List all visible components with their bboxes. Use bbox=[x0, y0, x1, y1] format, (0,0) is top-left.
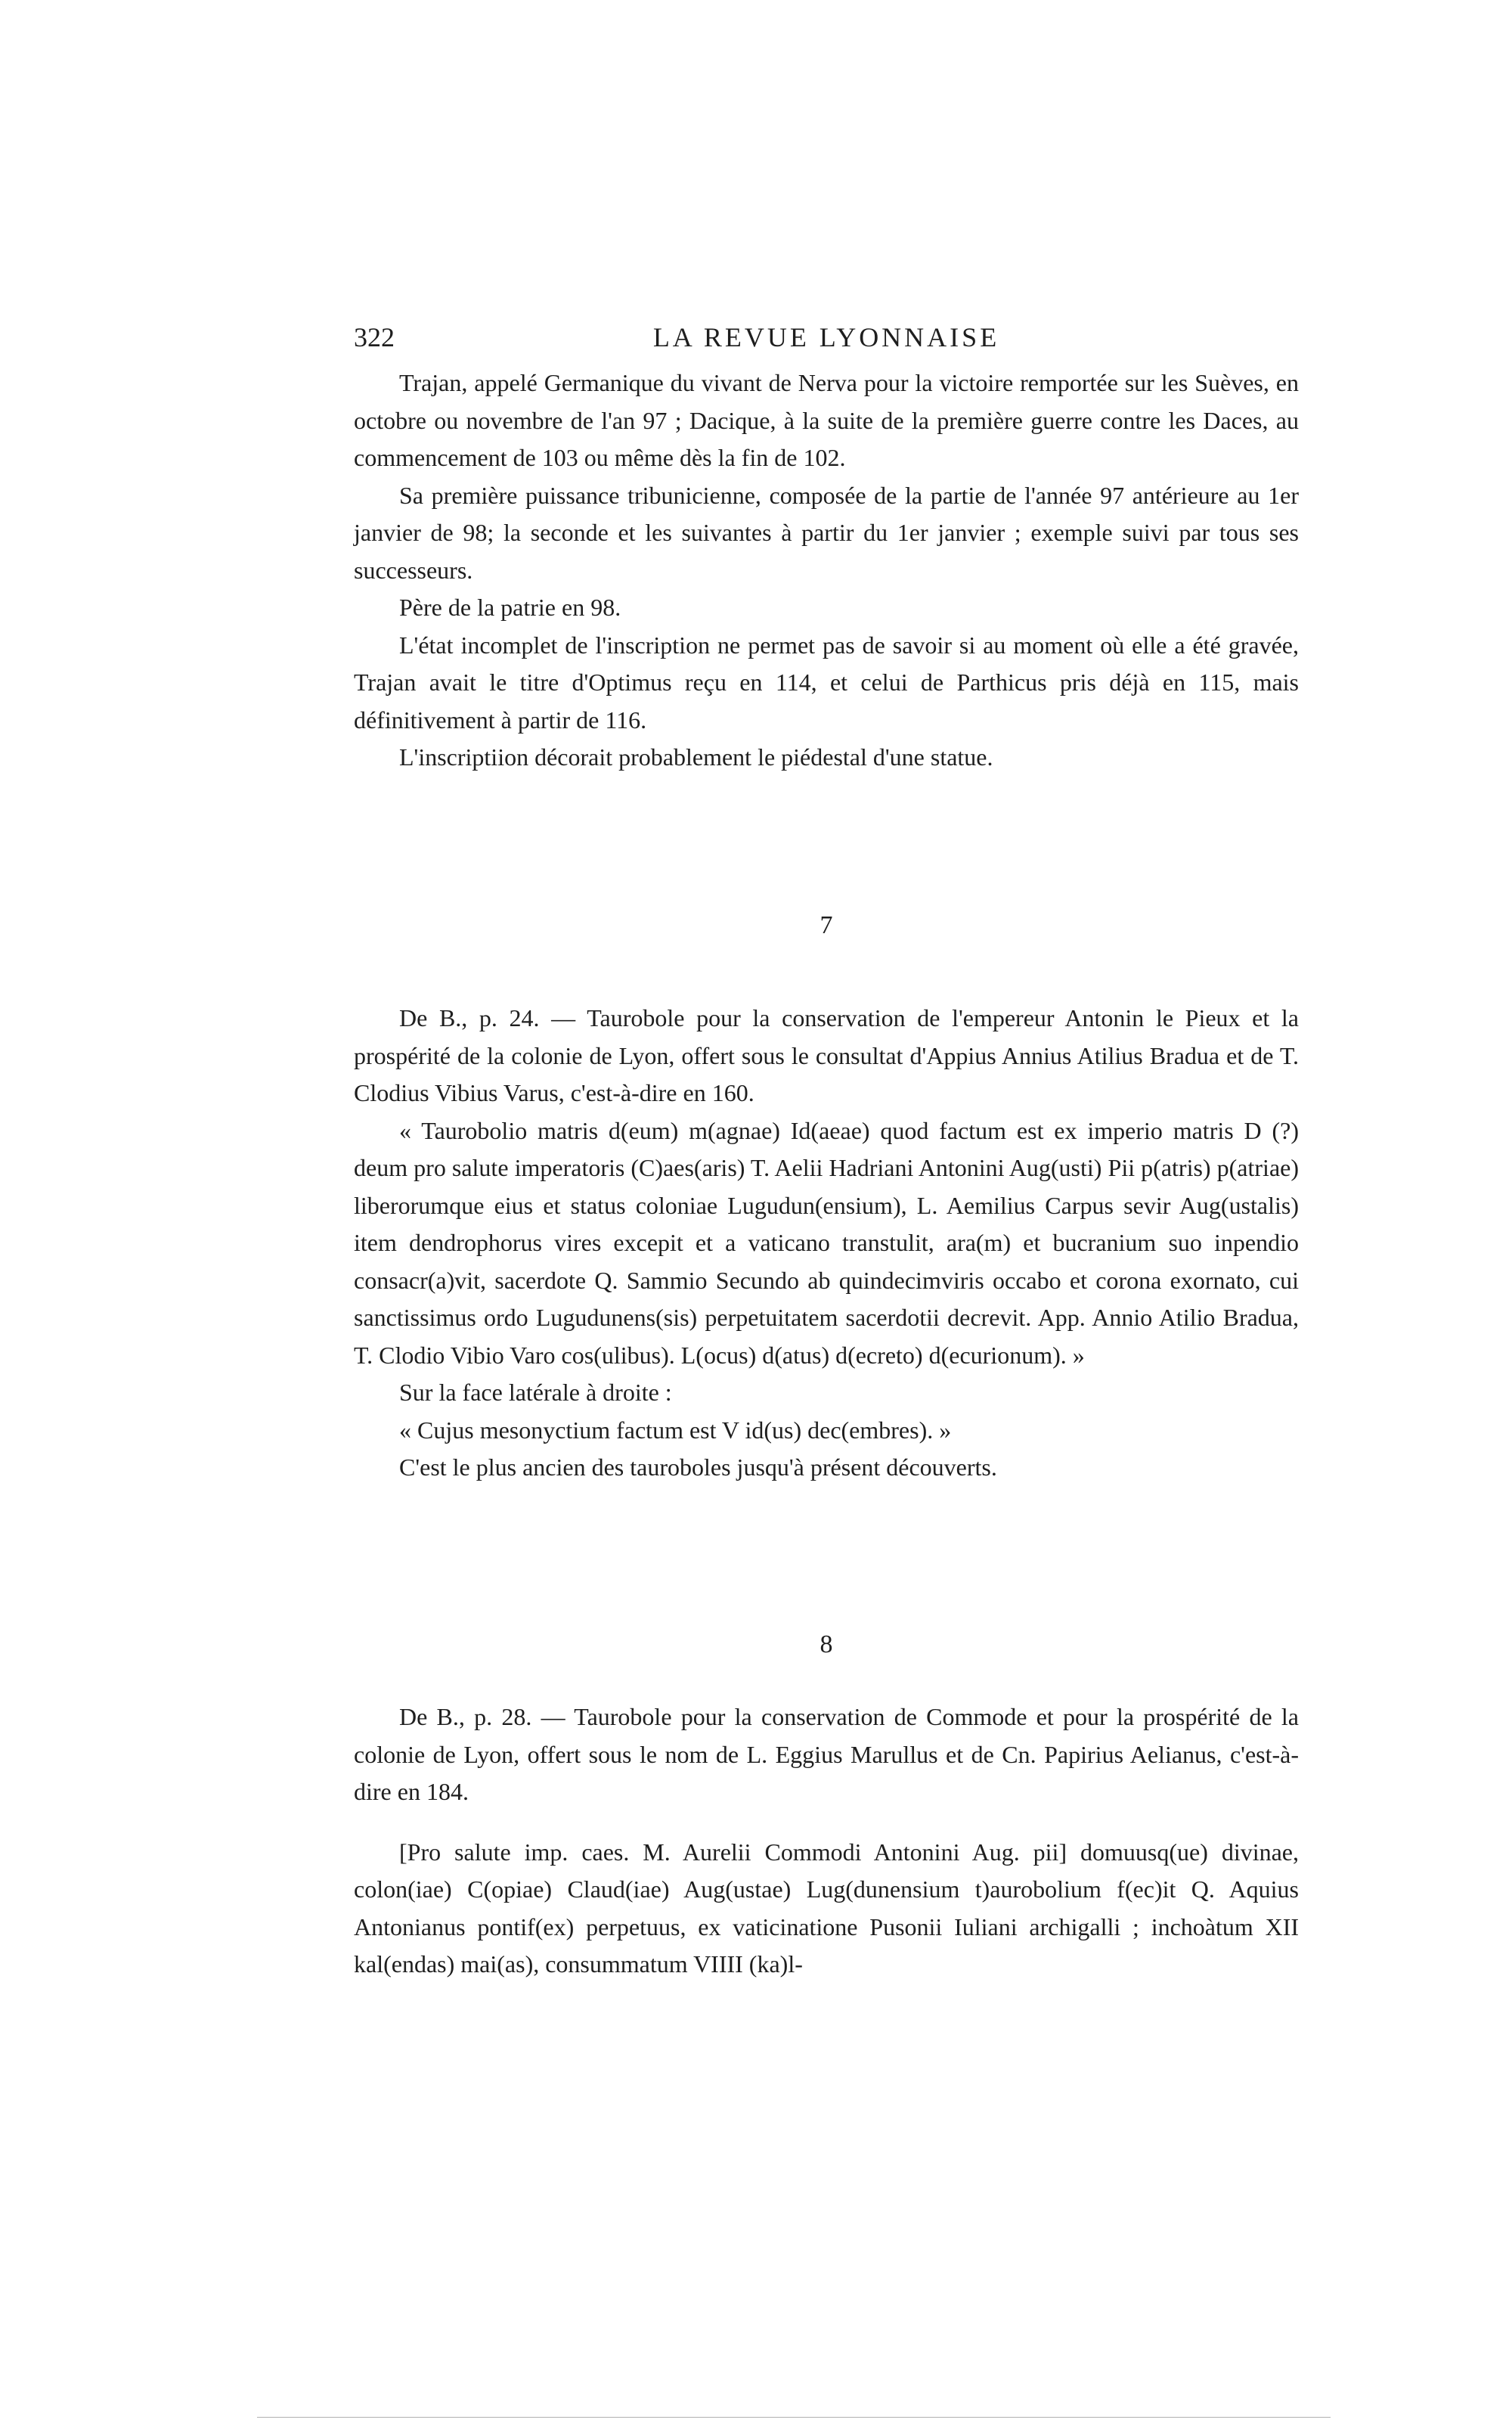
section-number-8: 8 bbox=[820, 1630, 833, 1658]
inscription-text: « Taurobolio matris d(eum) m(agnae) Id(aeae) quod factum est ex imperio matris D (?) deum pro salute imperatoris (C)aes(aris) T. Aelii Hadriani Antonini Aug(usti) Pii p(atris) p(atriae) liberorumque eius et status coloniae Lugudun(ensium), L. Aemilius Carpus sevir Aug(ustalis) item dendrophorus vires excepit et a vaticano transtulit, ara(m) et bucranium suo inpendio consacr(a)vit, sacerdote Q. Sammio Secundo ab quindecimviris occabo et corona exornato, cui sanctissimus ordo Lugudunens(sis) perpetuitatem sacerdotii decrevit. App. Annio Atilio Bradua, T. Clodio Vibio Varo cos(ulibus). L(ocus) d(atus) d(ecreto) d(ecurionum). » bbox=[354, 1116, 1299, 1369]
inscription-text: « Cujus mesonyctium factum est V id(us) dec(embres). » bbox=[399, 1416, 952, 1444]
paragraph: Trajan, appelé Germanique du vivant de Nerva pour la victoire remportée sur les Suèves, en octobre ou novembre de l'an 97 ; Dacique, à la suite de la première guerre contre les Daces, au commencement de 103 ou même dès la fin de 102. bbox=[354, 369, 1299, 471]
running-title: LA REVUE LYONNAISE bbox=[652, 322, 1000, 352]
paragraph: Sur la face latérale à droite : bbox=[399, 1379, 672, 1406]
paragraph: Père de la patrie en 98. bbox=[399, 594, 621, 621]
section-7-body bbox=[354, 1000, 1299, 1487]
paragraph: L'inscriptiion décorait probablement le piédestal d'une statue. bbox=[399, 743, 993, 771]
trajan-commentary bbox=[354, 365, 1299, 777]
paragraph: L'état incomplet de l'inscription ne permet pas de savoir si au moment où elle a été gravée, Trajan avait le titre d'Optimus reçu en 114, et celui de Parthicus pris déjà en 115, mais définitivement à partir de 116. bbox=[354, 631, 1299, 734]
section-8-body bbox=[354, 1698, 1299, 1984]
page-header bbox=[354, 321, 1299, 359]
paragraph: De B., p. 24. — Taurobole pour la conservation de l'empereur Antonin le Pieux et la prospérité de la colonie de Lyon, offert sous le consultat d'Appius Annius Atilius Bradua et de T. Clodius Vibius Varus, c'est-à-dire en 160. bbox=[354, 1004, 1299, 1106]
paragraph: De B., p. 28. — Taurobole pour la conservation de Commode et pour la prospérité de la colonie de Lyon, offert sous le nom de L. Eggius Marullus et de Cn. Papirius Aelianus, c'est-à-dire en 184. bbox=[354, 1703, 1299, 1805]
section-number-7: 7 bbox=[820, 911, 833, 939]
paragraph: C'est le plus ancien des tauroboles jusqu'à présent découverts. bbox=[399, 1453, 997, 1481]
inscription-text: [Pro salute imp. caes. M. Aurelii Commodi Antonini Aug. pii] domuusq(ue) divinae, colon(iae) C(opiae) Claud(iae) Aug(ustae) Lug(dunensium t)aurobolium f(ec)it Q. Aquius Antonianus pontif(ex) perpetuus, ex vaticinatione Pusonii Iuliani archigalli ; inchoàtum XII kal(endas) mai(as), consummatum VIIII (ka)l- bbox=[354, 1838, 1299, 1978]
bottom-edge-rule bbox=[257, 2417, 1331, 2418]
paragraph: Sa première puissance tribunicienne, composée de la partie de l'année 97 antérieure au 1er janvier de 98; la seconde et les suivantes à partir du 1er janvier ; exemple suivi par tous ses successeurs. bbox=[354, 481, 1299, 584]
page-number: 322 bbox=[354, 322, 395, 352]
paragraph-gap bbox=[354, 1811, 1299, 1834]
